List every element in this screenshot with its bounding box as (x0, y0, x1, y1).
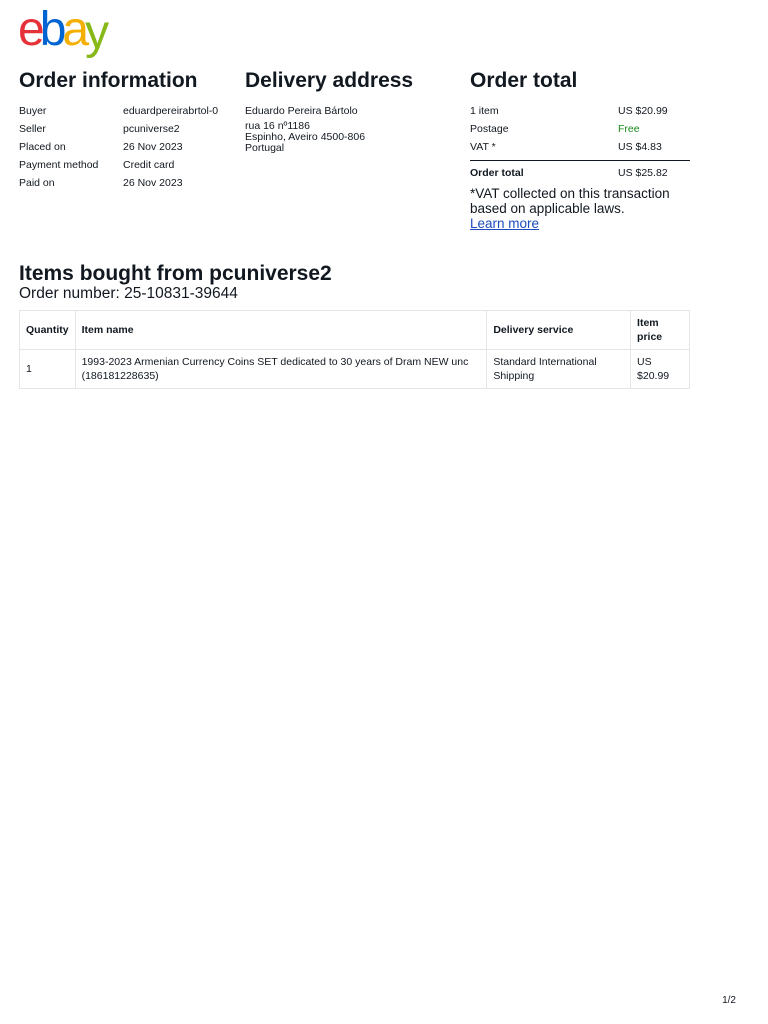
logo-letter-b: b (39, 3, 63, 56)
logo-letter-a: a (62, 3, 86, 56)
item-price-header: Item price (631, 311, 690, 350)
items-table-header-row (20, 311, 690, 350)
delivery-address-section (245, 68, 413, 154)
vat-value: US $4.83 (618, 141, 662, 153)
vat-row (470, 138, 690, 156)
ebay-logo (18, 3, 106, 59)
delivery-service-header: Delivery service (487, 311, 631, 350)
postage-row (470, 120, 690, 138)
vat-note (470, 186, 690, 231)
items-table (19, 310, 690, 389)
grand-total-label: Order total (470, 167, 524, 179)
address-city: Espinho, Aveiro 4500-806 (245, 131, 366, 143)
order-information-list (19, 102, 218, 192)
buyer-value: eduardpereirabrtol-0 (123, 105, 219, 117)
vat-note-text: *VAT collected on this transaction based on applicable laws. (470, 186, 670, 216)
delivery-address-heading: Delivery address (245, 69, 414, 92)
address-country: Portugal (245, 142, 285, 154)
vat-label: VAT * (470, 141, 496, 153)
grand-total-row (470, 164, 690, 182)
logo-letter-e: e (18, 3, 40, 56)
order-information-heading: Order information (19, 69, 198, 92)
seller-label: Seller (19, 123, 46, 135)
item-name-header: Item name (75, 311, 487, 350)
grand-total-value: US $25.82 (618, 167, 668, 179)
paid-on-value: 26 Nov 2023 (123, 177, 183, 189)
address-street: rua 16 nº1186 (245, 120, 310, 132)
postage-label: Postage (470, 123, 509, 135)
postage-value: Free (618, 123, 640, 135)
seller-value: pcuniverse2 (123, 123, 180, 135)
paid-on-label: Paid on (19, 177, 55, 189)
order-information-section (19, 68, 218, 192)
logo-letter-y: y (85, 6, 106, 59)
items-subtotal-value: US $20.99 (618, 105, 668, 117)
total-divider (470, 160, 690, 161)
item-quantity-cell: 1 (20, 350, 76, 389)
items-row (470, 102, 690, 120)
quantity-header: Quantity (20, 311, 76, 350)
recipient-name: Eduardo Pereira Bártolo (245, 105, 358, 117)
table-row (20, 350, 690, 389)
payment-method-label: Payment method (19, 159, 99, 171)
payment-method-value: Credit card (123, 159, 175, 171)
page-indicator: 1/2 (722, 995, 736, 1006)
learn-more-link[interactable]: Learn more (470, 216, 540, 231)
items-section-title: Items bought from pcuniverse2 (19, 262, 332, 285)
order-number: Order number: 25-10831-39644 (19, 285, 238, 302)
order-total-section (470, 68, 690, 231)
placed-on-label: Placed on (19, 141, 66, 153)
item-name-cell: 1993-2023 Armenian Currency Coins SET dedicated to 30 years of Dram NEW unc (186181228635) (75, 350, 487, 389)
buyer-label: Buyer (19, 105, 47, 117)
order-total-heading: Order total (470, 69, 578, 92)
item-price-cell: US $20.99 (631, 350, 690, 389)
placed-on-value: 26 Nov 2023 (123, 141, 183, 153)
delivery-address-block (245, 102, 413, 154)
order-total-breakdown (470, 102, 690, 182)
items-count-label: 1 item (470, 105, 499, 117)
delivery-service-cell: Standard International Shipping (487, 350, 631, 389)
